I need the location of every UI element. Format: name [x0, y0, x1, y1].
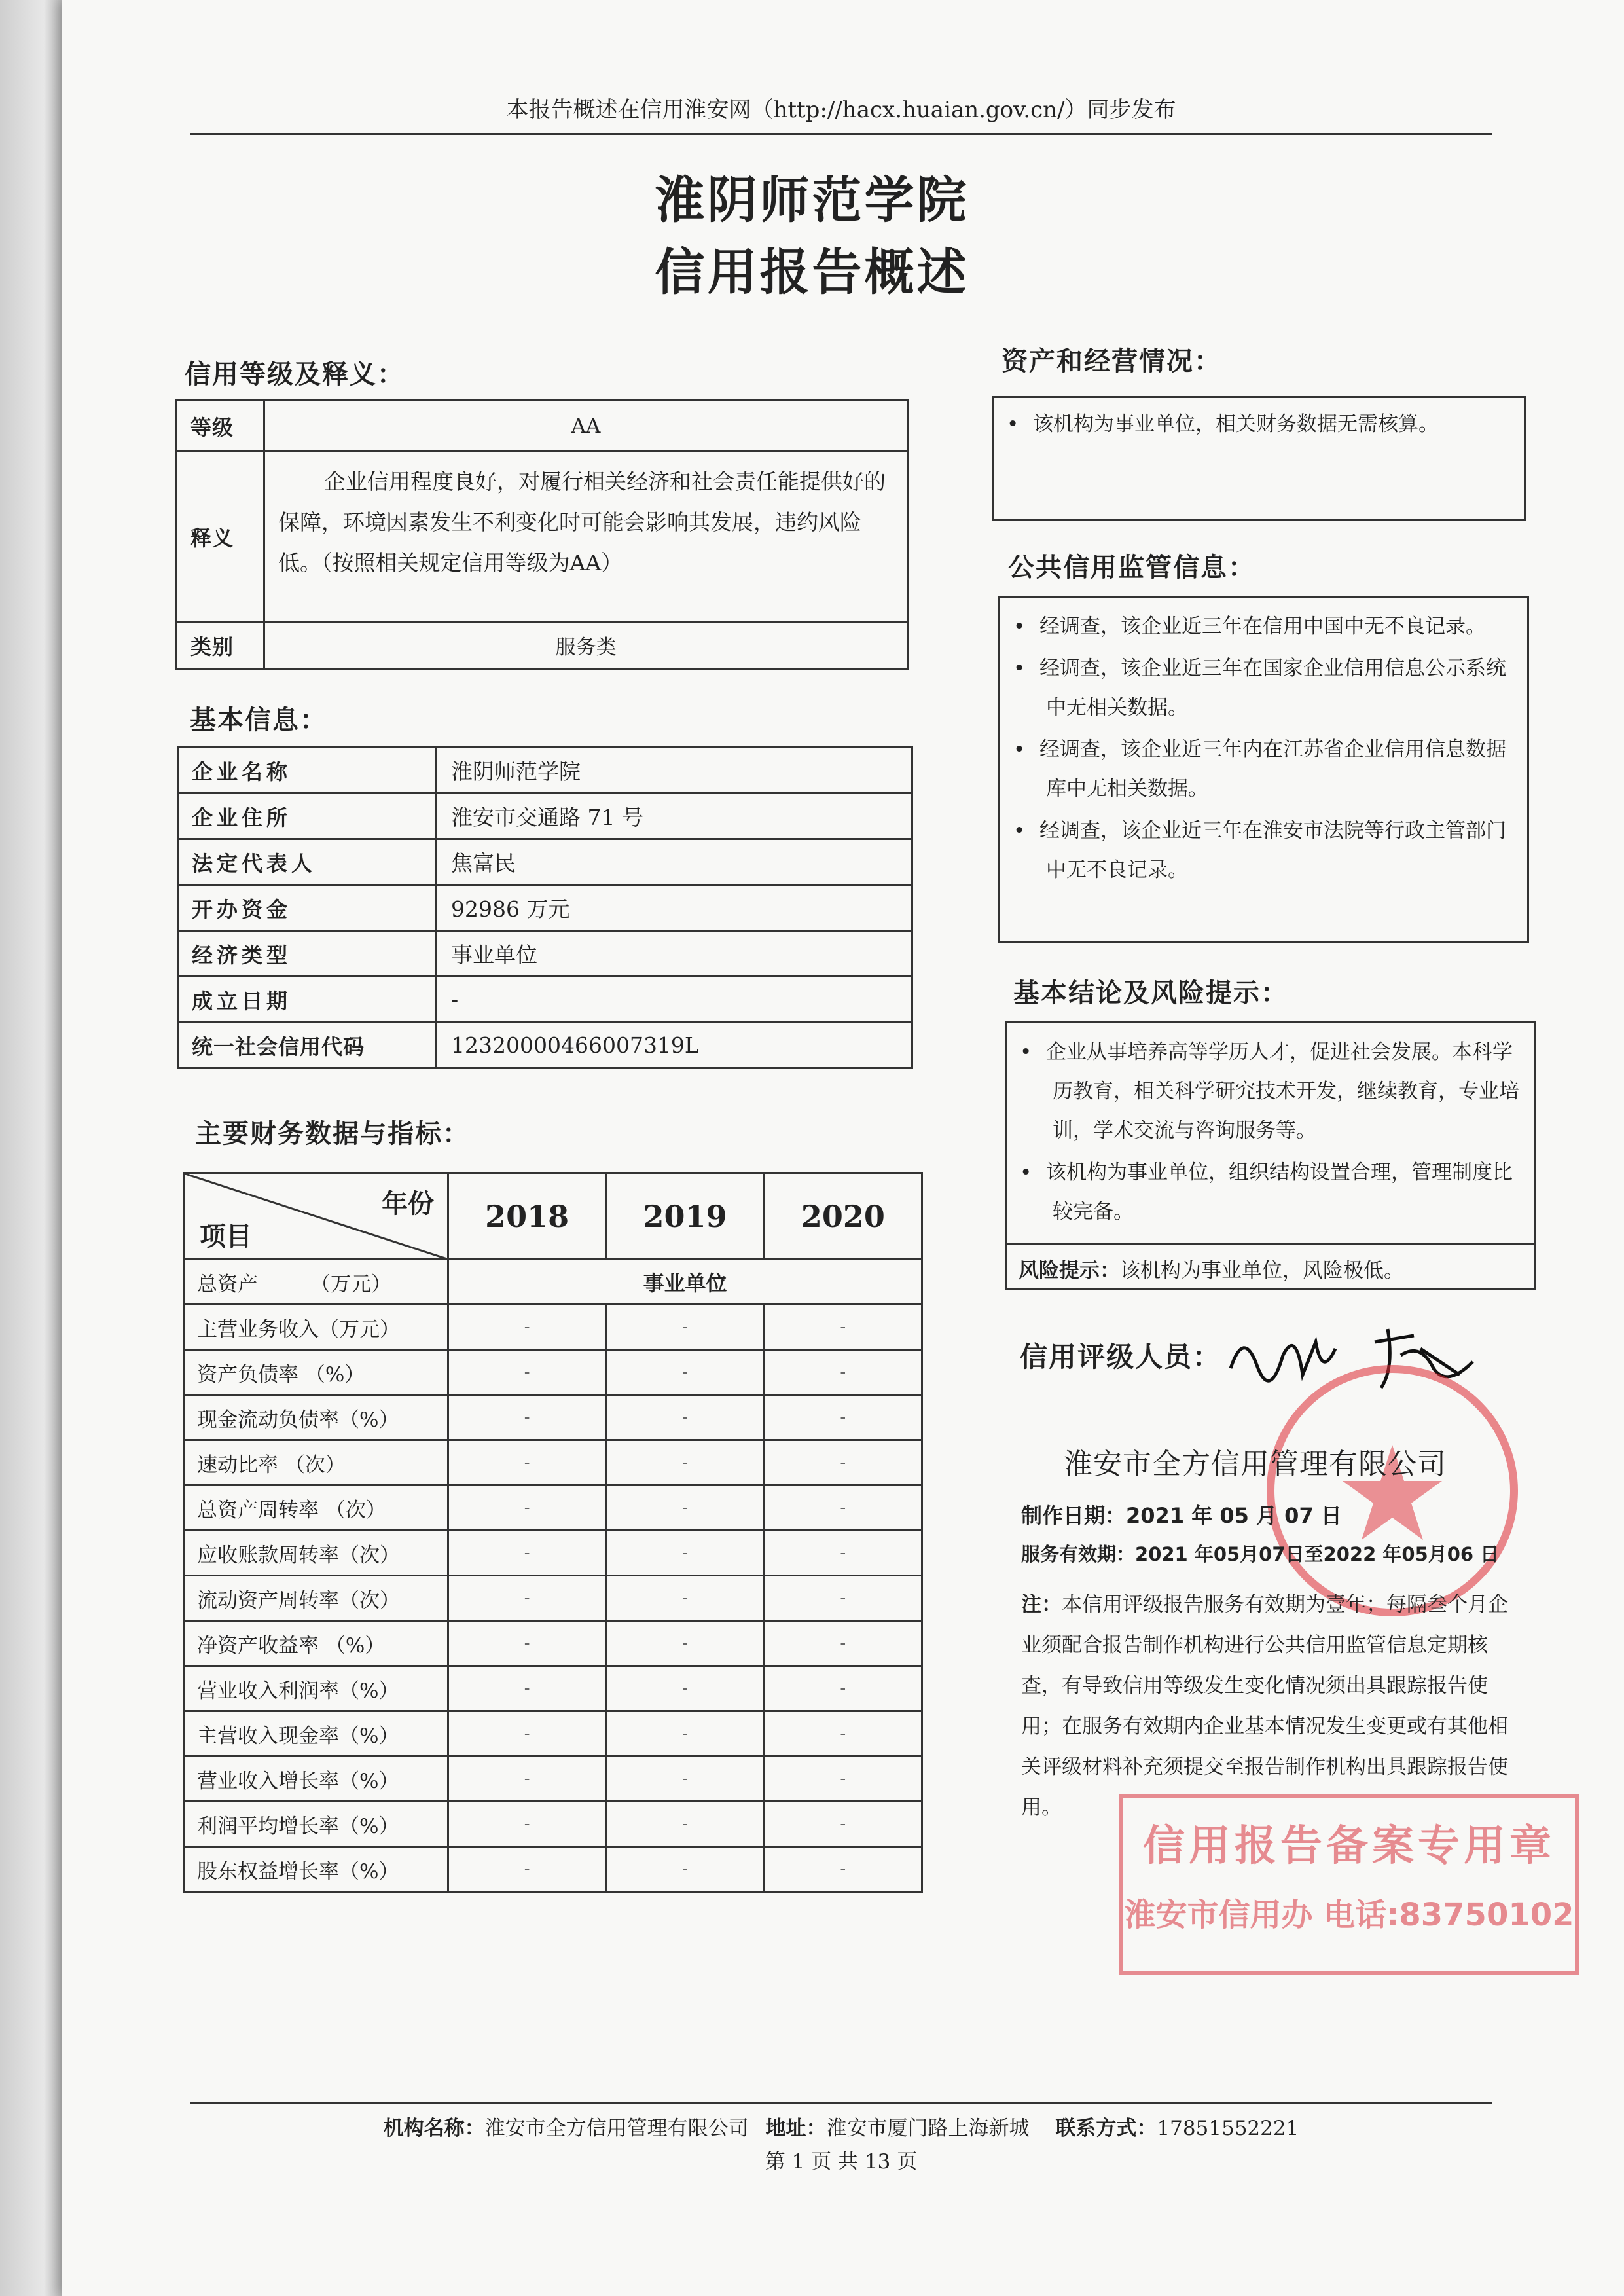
finance-row-name: 主营业务收入（万元） — [185, 1305, 448, 1350]
finance-row — [185, 1847, 922, 1892]
basic-info-label: 经济类型 — [178, 931, 436, 977]
bullet-item — [994, 405, 1524, 444]
bullet-item — [1007, 1032, 1522, 1150]
basic-info-row — [178, 1023, 912, 1068]
total-assets-merged-value: 事业单位 — [448, 1260, 922, 1305]
basic-info-label: 企业住所 — [178, 793, 436, 839]
finance-cell: - — [448, 1395, 606, 1440]
rater-company: 淮安市全方信用管理有限公司 — [1064, 1448, 1447, 1481]
finance-cell: - — [606, 1531, 764, 1576]
bullet-text: 经调查，该企业近三年在信用中国中无不良记录。 — [1039, 615, 1486, 638]
supervision-box — [998, 596, 1529, 943]
bullet-dot-icon: • — [1020, 1040, 1032, 1064]
binding-edge — [0, 0, 62, 2296]
rating-section-title: 信用等级及释义： — [185, 359, 405, 390]
finance-row — [185, 1485, 922, 1531]
page-header: 本报告概述在信用淮安网（http://hacx.huaian.gov.cn/）同步发布 — [190, 92, 1492, 135]
finance-cell: - — [764, 1485, 922, 1531]
corner-year-label: 年份 — [382, 1189, 434, 1219]
finance-row — [185, 1531, 922, 1576]
finance-cell: - — [448, 1802, 606, 1847]
finance-cell: - — [448, 1757, 606, 1802]
make-date-label: 制作日期： — [1021, 1503, 1127, 1528]
footer-addr-value: 淮安市厦门路上海新城 — [826, 2117, 1030, 2140]
stamp-line1: 信用报告备案专用章 — [1143, 1822, 1555, 1870]
finance-cell: - — [448, 1576, 606, 1621]
finance-cell: - — [448, 1531, 606, 1576]
footer-contact-label: 联系方式： — [1055, 2117, 1157, 2140]
basic-info-label: 成立日期 — [178, 977, 436, 1023]
finance-cell: - — [448, 1711, 606, 1757]
finance-row — [185, 1666, 922, 1711]
finance-row — [185, 1350, 922, 1395]
assets-box — [992, 396, 1526, 521]
bullet-item — [1000, 811, 1515, 890]
year-header: 2019 — [606, 1173, 764, 1260]
basic-info-label: 统一社会信用代码 — [178, 1023, 436, 1068]
finance-cell: - — [764, 1802, 922, 1847]
finance-row-name: 主营收入现金率（%） — [185, 1711, 448, 1757]
basic-info-value: 12320000466007319L — [436, 1023, 912, 1068]
bullet-dot-icon: • — [1020, 1161, 1032, 1184]
finance-cell: - — [448, 1440, 606, 1485]
valid-period-value: 2021 年05月07日至2022 年05月06 日 — [1135, 1543, 1500, 1565]
assets-section-title: 资产和经营情况： — [1001, 346, 1221, 376]
category-label: 类别 — [177, 622, 264, 669]
finance-row-name: 营业收入增长率（%） — [185, 1757, 448, 1802]
finance-row-name: 流动资产周转率（次） — [185, 1576, 448, 1621]
bullet-dot-icon: • — [1013, 819, 1026, 843]
report-title-org: 淮阴师范学院 — [655, 171, 969, 229]
company-seal-star — [1274, 1373, 1510, 1609]
finance-cell: - — [606, 1847, 764, 1892]
basic-info-row — [178, 885, 912, 931]
corner-item-label: 项目 — [200, 1222, 252, 1252]
finance-cell: - — [448, 1666, 606, 1711]
finance-row — [185, 1711, 922, 1757]
finance-row — [185, 1621, 922, 1666]
basic-info-value: 事业单位 — [436, 931, 912, 977]
basic-info-row — [178, 977, 912, 1023]
rating-table — [175, 399, 909, 670]
finance-cell: - — [448, 1350, 606, 1395]
rater-label: 信用评级人员： — [1020, 1341, 1222, 1373]
finance-cell: - — [764, 1395, 922, 1440]
basic-info-row — [178, 931, 912, 977]
bullet-text: 经调查，该企业近三年在国家企业信用信息公示系统中无相关数据。 — [1039, 657, 1506, 720]
finance-cell: - — [606, 1576, 764, 1621]
bullet-text: 经调查，该企业近三年在淮安市法院等行政主管部门中无不良记录。 — [1039, 819, 1506, 882]
bullet-text: 企业从事培养高等学历人才，促进社会发展。本科学历教育，相关科学研究技术开发，继续教育，专业培训，学术交流与咨询服务等。 — [1046, 1040, 1519, 1142]
finance-row-name: 应收账款周转率（次） — [185, 1531, 448, 1576]
finance-cell: - — [606, 1395, 764, 1440]
footer-org-value: 淮安市全方信用管理有限公司 — [484, 2117, 749, 2140]
make-date-value: 2021 年 05 月 07 日 — [1126, 1503, 1342, 1528]
conclusion-section-title: 基本结论及风险提示： — [1013, 978, 1288, 1008]
basic-info-label: 企业名称 — [178, 748, 436, 793]
finance-row-name: 速动比率 （次） — [185, 1440, 448, 1485]
bullet-dot-icon: • — [1007, 412, 1019, 436]
footer-org-label: 机构名称： — [383, 2117, 485, 2140]
basic-info-value: 92986 万元 — [436, 885, 912, 931]
valid-period-label: 服务有效期： — [1021, 1543, 1136, 1565]
finance-row — [185, 1395, 922, 1440]
finance-section-title: 主要财务数据与指标： — [195, 1119, 470, 1149]
basic-info-row — [178, 793, 912, 839]
risk-row — [1007, 1243, 1534, 1283]
finance-cell: - — [606, 1350, 764, 1395]
basic-section-title: 基本信息： — [190, 705, 327, 735]
risk-text: 该机构为事业单位，风险极低。 — [1120, 1259, 1404, 1283]
finance-cell: - — [764, 1350, 922, 1395]
conclusion-box — [1005, 1021, 1536, 1290]
basic-info-value: 焦富民 — [436, 839, 912, 885]
finance-row-name: 营业收入利润率（%） — [185, 1666, 448, 1711]
finance-row — [185, 1802, 922, 1847]
bullet-text: 该机构为事业单位，相关财务数据无需核算。 — [1033, 412, 1439, 436]
total-assets-name — [185, 1260, 448, 1305]
make-date — [1021, 1499, 1342, 1529]
finance-cell: - — [606, 1666, 764, 1711]
page-footer — [190, 2102, 1492, 2174]
total-assets-unit: （万元） — [310, 1272, 391, 1296]
finance-cell: - — [764, 1576, 922, 1621]
bullet-text: 经调查，该企业近三年内在江苏省企业信用信息数据库中无相关数据。 — [1039, 738, 1506, 801]
basic-info-row — [178, 839, 912, 885]
total-assets-label: 总资产 — [197, 1272, 258, 1296]
finance-cell: - — [606, 1711, 764, 1757]
note-text: 本信用评级报告服务有效期为壹年；每隔叁个月企业须配合报告制作机构进行公共信用监管信息定期核查，有导致信用等级发生变化情况须出具跟踪报告使用；在服务有效期内企业基本情况发生变更或有其他相关评级材料补充须提交至报告制作机构出具跟踪报告使用。 — [1021, 1593, 1508, 1819]
finance-row — [185, 1576, 922, 1621]
finance-row — [185, 1757, 922, 1802]
category-value: 服务类 — [264, 622, 908, 669]
finance-cell: - — [764, 1666, 922, 1711]
company-seal — [1267, 1365, 1518, 1616]
report-title: 信用报告概述 — [655, 243, 969, 301]
finance-cell: - — [764, 1757, 922, 1802]
year-header: 2020 — [764, 1173, 922, 1260]
valid-period — [1021, 1540, 1499, 1567]
finance-row-name: 股东权益增长率（%） — [185, 1847, 448, 1892]
finance-cell: - — [764, 1440, 922, 1485]
bullet-text: 该机构为事业单位，组织结构设置合理，管理制度比较完备。 — [1046, 1161, 1513, 1224]
basic-info-value: 淮阴师范学院 — [436, 748, 912, 793]
finance-cell: - — [448, 1305, 606, 1350]
bullet-item — [1000, 607, 1515, 646]
basic-info-value: - — [436, 977, 912, 1023]
finance-cell: - — [606, 1621, 764, 1666]
supervision-section-title: 公共信用监管信息： — [1008, 553, 1255, 583]
finance-row — [185, 1440, 922, 1485]
explain-value: 企业信用程度良好，对履行相关经济和社会责任能提供好的保障，环境因素发生不利变化时可能会影响其发展，违约风险低。（按照相关规定信用等级为AA） — [264, 452, 908, 622]
finance-row-name: 资产负债率 （%） — [185, 1350, 448, 1395]
basic-info-table — [177, 746, 913, 1069]
finance-cell: - — [764, 1847, 922, 1892]
finance-row-name: 利润平均增长率（%） — [185, 1802, 448, 1847]
finance-cell: - — [764, 1621, 922, 1666]
stamp-line2: 淮安市信用办 电话:83750102 — [1124, 1897, 1574, 1933]
finance-row-name: 现金流动负债率（%） — [185, 1395, 448, 1440]
basic-info-label: 法定代表人 — [178, 839, 436, 885]
basic-info-value: 淮安市交通路 71 号 — [436, 793, 912, 839]
finance-cell: - — [606, 1485, 764, 1531]
finance-cell: - — [606, 1440, 764, 1485]
registration-stamp — [1119, 1794, 1579, 1975]
service-note — [1021, 1584, 1525, 1828]
bullet-item — [1000, 649, 1515, 727]
risk-label: 风险提示： — [1019, 1259, 1120, 1283]
finance-cell: - — [448, 1847, 606, 1892]
basic-info-row — [178, 748, 912, 793]
finance-cell: - — [764, 1711, 922, 1757]
grade-value: AA — [264, 401, 908, 452]
footer-contact-value: 17851552221 — [1157, 2117, 1299, 2140]
bullet-dot-icon: • — [1013, 657, 1026, 680]
finance-cell: - — [606, 1802, 764, 1847]
finance-table — [183, 1172, 923, 1893]
finance-cell: - — [764, 1531, 922, 1576]
corner-cell — [185, 1173, 448, 1260]
finance-row-name: 净资产收益率 （%） — [185, 1621, 448, 1666]
basic-info-label: 开办资金 — [178, 885, 436, 931]
footer-addr-label: 地址： — [765, 2117, 827, 2140]
finance-cell: - — [606, 1305, 764, 1350]
bullet-item — [1007, 1153, 1522, 1231]
finance-row-name: 总资产周转率 （次） — [185, 1485, 448, 1531]
finance-row — [185, 1305, 922, 1350]
finance-cell: - — [448, 1621, 606, 1666]
finance-cell: - — [606, 1757, 764, 1802]
grade-label: 等级 — [177, 401, 264, 452]
note-label: 注： — [1021, 1593, 1062, 1616]
finance-cell: - — [764, 1305, 922, 1350]
bullet-dot-icon: • — [1013, 738, 1026, 761]
explain-label: 释义 — [177, 452, 264, 622]
finance-cell: - — [448, 1485, 606, 1531]
bullet-item — [1000, 730, 1515, 809]
bullet-dot-icon: • — [1013, 615, 1026, 638]
year-header: 2018 — [448, 1173, 606, 1260]
page-number: 第 1 页 共 13 页 — [765, 2150, 918, 2174]
